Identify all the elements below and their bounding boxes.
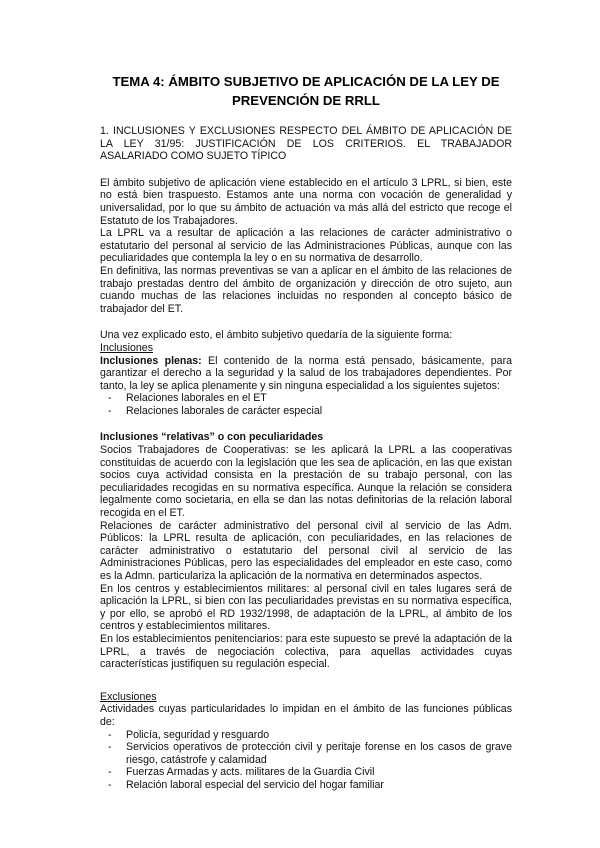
inclusiones-plenas-text: El contenido de la norma está pensado, básicamente, para garantizar el derecho a la seguridad y la salud de los trabajadores dependientes. Por tanto, la ley se aplica plenamente y sin ninguna especialidad a los siguientes sujetos: bbox=[100, 354, 512, 392]
exclusiones-list bbox=[100, 729, 512, 792]
intro-paragraph-2: La LPRL va a resultar de aplicación a las relaciones de carácter administrativo o estatutario del personal al servicio de las Administraciones Públicas, aunque con las peculiaridades que contempla la ley o en su normativa de desarrollo. bbox=[100, 227, 512, 265]
exclusiones-intro: Actividades cuyas particularidades lo impidan en el ámbito de las funciones públicas de: bbox=[100, 703, 512, 728]
inclusiones-plenas-list bbox=[100, 392, 512, 417]
relativas-paragraph-militares: En los centros y establecimientos militares: al personal civil en tales lugares será de aplicación la LPRL, si bien con las peculiaridades previstas en su normativa específica, y por ello, se aprobó el RD 1932/1998, de adaptación de la LPRL, al ámbito de los centros y establecimientos militares. bbox=[100, 582, 512, 633]
intro-paragraph-1: El ámbito subjetivo de aplicación viene establecido en el artículo 3 LPRL, si bien, este no está bien traspuesto. Estamos ante una norma con vocación de generalidad y universalidad, por lo que su ámbito de actuación va más allá del estricto que recoge el Estatuto de los Trabajadores. bbox=[100, 176, 512, 227]
list-item: - Relación laboral especial del servicio del hogar familiar bbox=[100, 779, 512, 792]
list-item: - Servicios operativos de protección civil y peritaje forense en los casos de grave riesgo, catástrofe y calamidad bbox=[100, 741, 512, 766]
inclusiones-relativas-heading bbox=[100, 431, 512, 444]
section-heading: 1. INCLUSIONES Y EXCLUSIONES RESPECTO DEL ÁMBITO DE APLICACIÓN DE LA LEY 31/95: JUSTIFICACIÓN DE LOS CRITERIOS. EL TRABAJADOR ASALARIADO COMO SUJETO TÍPICO bbox=[100, 125, 512, 163]
document-title: TEMA 4: ÁMBITO SUBJETIVO DE APLICACIÓN DE LA LEY DE PREVENCIÓN DE RRLL bbox=[112, 74, 500, 108]
inclusiones-label: Inclusiones bbox=[100, 341, 153, 354]
list-item: - Policía, seguridad y resguardo bbox=[100, 729, 512, 742]
inclusiones-plenas-label: Inclusiones plenas: bbox=[100, 354, 202, 367]
exclusiones-label: Exclusiones bbox=[100, 690, 157, 703]
relativas-paragraph-penitenciarios: En los establecimientos penitenciarios: para este supuesto se prevé la adaptación de la LPRL, a través de negociación colectiva, para aquellas actividades cuyas características justifiquen su regulación especial. bbox=[100, 632, 512, 671]
inclusiones-relativas-heading-text: Inclusiones “relativas” o con peculiaridades bbox=[100, 431, 324, 444]
transition-text: Una vez explicado esto, el ámbito subjetivo quedaría de la siguiente forma: bbox=[100, 329, 453, 342]
inclusiones-plenas-paragraph bbox=[100, 355, 512, 393]
intro-paragraph-3: En definitiva, las normas preventivas se van a aplicar en el ámbito de las relaciones de trabajo prestadas dentro del ámbito de organización y dirección de otro sujeto, aun cuando muchas de las relaciones incluidas no responden al concepto básico de trabajador del ET. bbox=[100, 264, 512, 315]
list-item: - Relaciones laborales de carácter especial bbox=[100, 405, 512, 418]
relativas-paragraph-administracion: Relaciones de carácter administrativo del personal civil al servicio de las Adm. Públicos: la LPRL resulta de aplicación, con peculiaridades, en las relaciones de carácter administrativo o estatutario del personal civil al servicio de las Administraciones Públicas, pero las especialidades del empleador en este caso, como es la Admn. particulariza la aplicación de la normativa en determinados aspectos. bbox=[100, 519, 512, 582]
list-item: - Relaciones laborales en el ET bbox=[100, 392, 512, 405]
relativas-paragraph-cooperativas: Socios Trabajadores de Cooperativas: se les aplicará la LPRL a las cooperativas constituidas de acuerdo con la legislación que les sea de aplicación, en las que existan socios cuya actividad consista en la prestación de su trabajo personal, con las peculiaridades recogidas en su normativa específica. Aunque la relación se considera legalmente como societaria, en ella se dan las notas definitorias de la relación laboral recogida en el ET. bbox=[100, 444, 512, 520]
list-item: - Fuerzas Armadas y acts. militares de la Guardia Civil bbox=[100, 766, 512, 779]
